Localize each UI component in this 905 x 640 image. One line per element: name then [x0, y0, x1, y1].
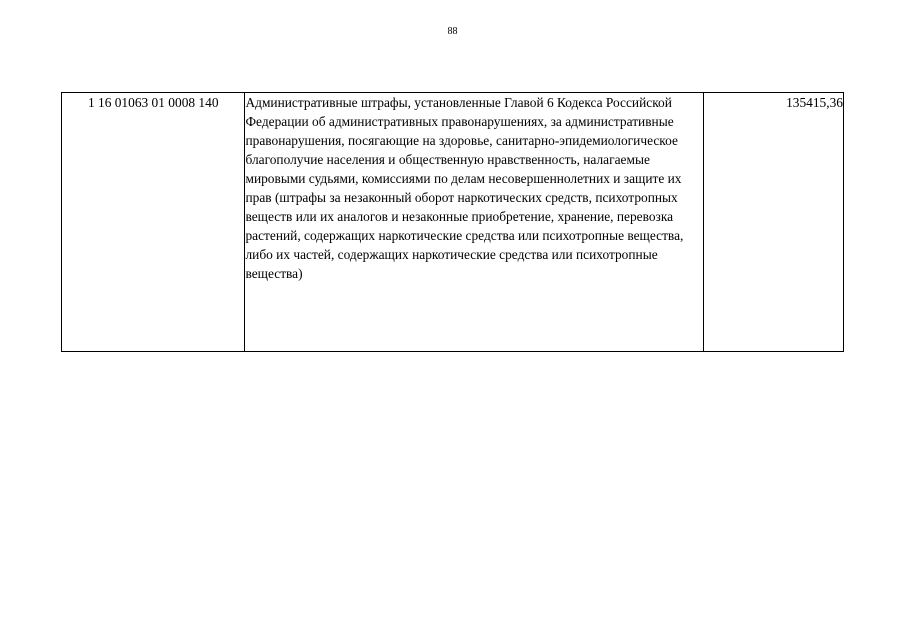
- table-row: [62, 93, 844, 352]
- page-number: 88: [447, 26, 458, 37]
- budget-table: [61, 92, 844, 352]
- budget-code-cell: 1 16 01063 01 0008 140: [62, 93, 245, 352]
- description-cell: Административные штрафы, установленные Главой 6 Кодекса Российской Федерации об административных правонарушениях, за административные правонарушения, посягающие на здоровье, санитарно-эпидемиологическое благополучие населения и общественную нравственность, налагаемые мировыми судьями, комиссиями по делам несовершеннолетних и защите их прав (штрафы за незаконный оборот наркотических средств, психотропных веществ или их аналогов и незаконные приобретение, хранение, перевозка растений, содержащих наркотические средства или психотропные вещества, либо их частей, содержащих наркотические средства или психотропные вещества): [245, 93, 703, 352]
- amount-cell: 135415,36: [703, 93, 843, 352]
